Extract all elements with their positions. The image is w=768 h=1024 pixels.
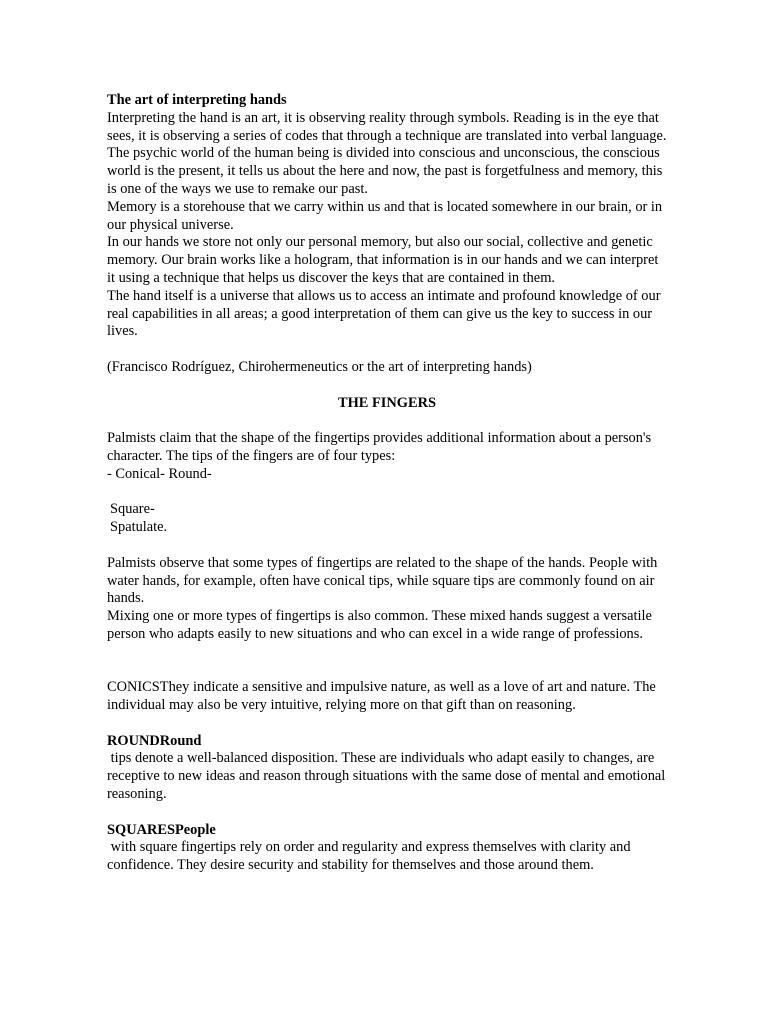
- squares-paragraph: with square fingertips rely on order and regularity and express themselves with clarity and confidence. They desire security and stability for themselves and those around them.: [107, 839, 635, 874]
- conics-paragraph: CONICSThey indicate a sensitive and impulsive nature, as well as a love of art and nature. The individual may also be very intuitive, relying more on that gift than on reasoning.: [107, 679, 656, 714]
- intro-paragraph: The psychic world of the human being is divided into conscious and unconscious, the conscious world is the present, it tells us about the here and now, the past is forgetfulness and memory, this is one of the ways we use to remake our past.: [107, 145, 663, 197]
- document-page: [107, 92, 667, 875]
- fingers-paragraph: Mixing one or more types of fingertips is also common. These mixed hands suggest a versatile person who adapts easily to new situations and who can excel in a wide range of professions.: [107, 608, 652, 642]
- fingers-paragraph: Palmists claim that the shape of the fingertips provides additional information about a person's character. The tips of the fingers are of four types:: [107, 430, 652, 464]
- intro-paragraph: Interpreting the hand is an art, it is observing reality through symbols. Reading is in the eye that sees, it is observing a series of codes that through a technique are translated into verbal language.: [107, 109, 667, 144]
- squares-heading: SQUARESPeople: [107, 821, 216, 838]
- intro-title: The art of interpreting hands: [107, 92, 287, 108]
- round-heading: ROUNDRound: [107, 732, 202, 749]
- finger-type-square: Square-: [110, 501, 155, 518]
- finger-types-line: - Conical- Round-: [107, 465, 212, 482]
- fingers-paragraph: Palmists observe that some types of fingertips are related to the shape of the hands. People with water hands, for example, often have conical tips, while square tips are commonly found on air hands.: [107, 554, 658, 607]
- intro-paragraph: In our hands we store not only our personal memory, but also our social, collective and genetic memory. Our brain works like a hologram, that information is in our hands and we can interpret it using a technique that helps us discover the keys that are contained in them.: [107, 234, 659, 286]
- section-heading-fingers: THE FINGERS: [338, 394, 436, 411]
- citation: (Francisco Rodríguez, Chirohermeneutics or the art of interpreting hands): [107, 358, 532, 375]
- round-paragraph: tips denote a well-balanced disposition. These are individuals who adapt easily to changes, are receptive to new ideas and reason through situations with the same dose of mental and emotional reasoning.: [107, 750, 669, 803]
- intro-paragraph: The hand itself is a universe that allows us to access an intimate and profound knowledge of our real capabilities in all areas; a good interpretation of them can give us the key to success in our lives.: [107, 287, 661, 340]
- finger-type-spatulate: Spatulate.: [110, 519, 168, 536]
- intro-paragraph: Memory is a storehouse that we carry within us and that is located somewhere in our brain, or in our physical universe.: [107, 198, 663, 233]
